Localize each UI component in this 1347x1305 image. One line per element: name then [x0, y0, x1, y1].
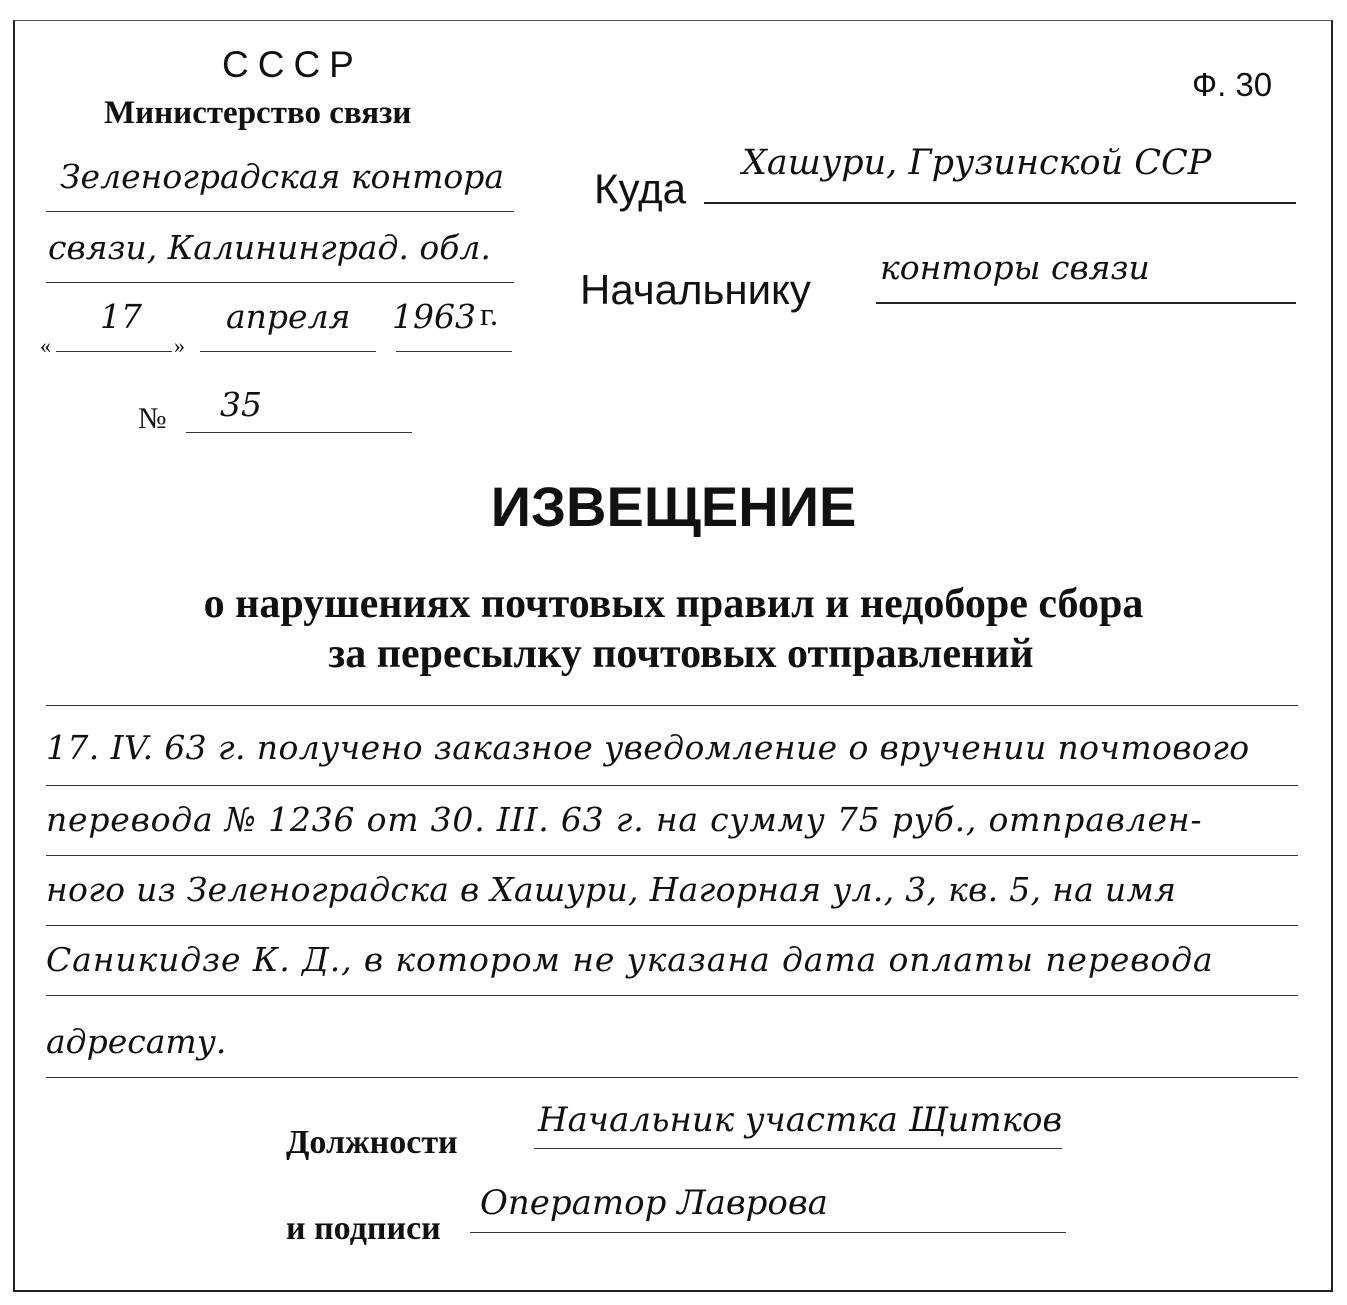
body-line-4: Саникидзе К. Д., в котором не указана дата оплаты перевода — [46, 940, 1214, 979]
body-rule-2 — [46, 855, 1298, 856]
office-underline-1 — [46, 211, 514, 212]
office-line-1: Зеленоградская контора — [60, 157, 505, 196]
to-value: конторы связи — [880, 248, 1150, 287]
signs-underline — [470, 1232, 1066, 1233]
date-year: 1963 — [392, 297, 476, 336]
office-underline-2 — [46, 282, 514, 283]
document-title: ИЗВЕЩЕНИЕ — [490, 475, 857, 538]
positions-value: Начальник участка Щитков — [538, 1100, 1063, 1140]
number-value: 35 — [220, 385, 262, 424]
subtitle-line-2: за пересылку почтовых отправлений — [328, 631, 1034, 677]
quote-open: « — [40, 333, 51, 358]
body-line-2: перевода № 1236 от 30. III. 63 г. на сумму 75 руб., отправлен- — [46, 800, 1203, 839]
date-day: 17 — [100, 297, 142, 336]
to-label: Начальнику — [580, 266, 811, 313]
where-value: Хашури, Грузинской ССР — [742, 143, 1212, 183]
date-month: апреля — [226, 297, 351, 336]
body-line-5: адресату. — [46, 1022, 227, 1061]
signs-value: Оператор Лаврова — [480, 1183, 828, 1223]
body-bottom-rule — [46, 1077, 1298, 1078]
quote-close: » — [174, 333, 185, 358]
to-underline — [876, 302, 1296, 304]
form-code: Ф. 30 — [1192, 66, 1273, 103]
office-line-2: связи, Калининград. обл. — [48, 228, 491, 267]
positions-underline — [534, 1148, 1062, 1149]
date-year-underline — [396, 351, 512, 352]
date-day-underline — [56, 351, 172, 352]
body-top-rule — [46, 705, 1298, 706]
year-suffix: г. — [480, 297, 499, 333]
where-label: Куда — [594, 165, 686, 212]
number-label: № — [138, 402, 167, 435]
number-underline — [186, 432, 412, 433]
body-line-1: 17. IV. 63 г. получено заказное уведомление о вручении почтового — [46, 728, 1250, 767]
where-underline — [704, 202, 1296, 204]
body-line-3: ного из Зеленоградска в Хашури, Нагорная ул., 3, кв. 5, на имя — [46, 870, 1177, 909]
body-rule-1 — [46, 785, 1298, 786]
signs-label: и подписи — [286, 1210, 441, 1247]
date-month-underline — [200, 351, 376, 352]
body-rule-4 — [46, 995, 1298, 996]
ministry-label: Министерство связи — [104, 95, 412, 131]
country-label: СССР — [222, 44, 363, 85]
subtitle-line-1: о нарушениях почтовых правил и недоборе сбора — [203, 581, 1144, 627]
body-rule-3 — [46, 925, 1298, 926]
positions-label: Должности — [286, 1124, 458, 1161]
